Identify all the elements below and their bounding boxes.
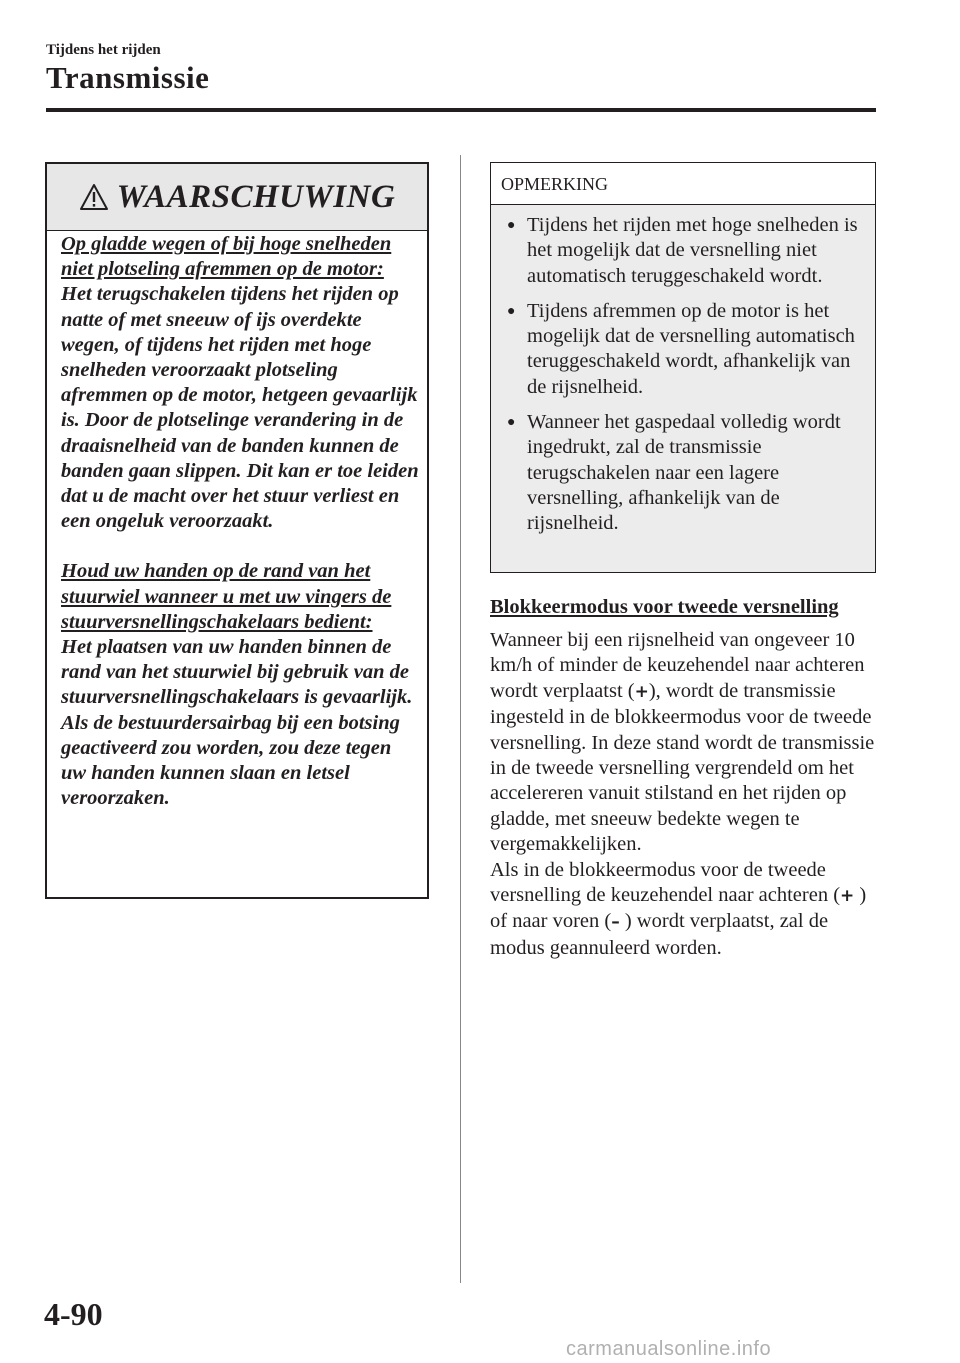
note-body	[491, 205, 875, 572]
watermark: carmanualsonline.info	[566, 1338, 772, 1360]
note-list	[491, 213, 875, 537]
paragraph: Wanneer bij een rijsnelheid van ongeveer 10 km/h of minder de keuzehendel naar achteren wordt verplaatst (+), wordt de transmissie ingesteld in de blokkeermodus voor de tweede versnelling. In deze stand wordt de transmissie in de tweede versnelling vergrendeld om het accelereren vanuit stilstand en het rijden op gladde, met sneeuw bedekte wegen te vergemakkelijken.	[490, 629, 875, 856]
paragraph: Als in de blokkeermodus voor de tweede versnelling de keuzehendel naar achteren (+ ) of naar voren (– ) wordt verplaatst, zal de modus geannuleerd worden.	[490, 858, 867, 959]
minus-icon: –	[611, 912, 620, 933]
note-title: OPMERKING	[491, 163, 875, 205]
bullet-icon: ●	[507, 415, 516, 431]
list-item: ● Tijdens afremmen op de motor is het mogelijk dat de versnelling automatisch teruggeschakeld wordt, afhankelijk van de rijsnelheid.	[507, 299, 855, 398]
warning-body	[61, 232, 419, 811]
plus-icon: +	[840, 886, 855, 907]
warning-box	[45, 162, 429, 899]
list-item: ● Tijdens het rijden met hoge snelheden is het mogelijk dat de versnelling niet automatisch teruggeschakeld wordt.	[507, 214, 858, 287]
blokkeer-text	[490, 628, 880, 961]
column-divider	[460, 155, 461, 1283]
note-box	[490, 162, 876, 573]
section-label: Tijdens het rijden	[46, 42, 161, 58]
subsection-heading: Blokkeermodus voor tweede versnelling	[490, 596, 839, 618]
warning-heading-2: Houd uw handen op de rand van het stuurwiel wanneer u met uw vingers de stuurversnellingschakelaars bedient:	[61, 560, 392, 633]
warning-title: WAARSCHUWING	[116, 178, 396, 215]
warning-text-1: Het terugschakelen tijdens het rijden op natte of met sneeuw of ijs overdekte wegen, of tijdens het rijden met hoge snelheden veroorzaakt plotseling afremmen op de motor, hetgeen gevaarlijk is. Door de plotselinge verandering in de draaisnelheid van de banden kunnen de banden gaan slippen. Dit kan er toe leiden dat u de macht over het stuur verliest en een ongeluk veroorzaakt.	[61, 283, 419, 533]
plus-icon: +	[634, 681, 649, 702]
warning-header	[47, 164, 427, 231]
header-rule	[46, 108, 876, 112]
warning-text-2: Het plaatsen van uw handen binnen de rand van het stuurwiel bij gebruik van de stuurversnellingschakelaars is gevaarlijk. Als de bestuurdersairbag bij een botsing geactiveerd zou worden, zou deze tegen uw handen kunnen slaan en letsel veroorzaken.	[61, 636, 413, 810]
page-title: Transmissie	[46, 60, 210, 95]
page-number: 4-90	[44, 1296, 103, 1332]
bullet-icon: ●	[507, 218, 516, 233]
bullet-icon: ●	[507, 303, 516, 319]
warning-heading-1: Op gladde wegen of bij hoge snelheden niet plotseling afremmen op de motor:	[61, 233, 392, 281]
list-item: ● Wanneer het gaspedaal volledig wordt ingedrukt, zal de transmissie terugschakelen naar een lagere versnelling, afhankelijk van de rijsnelheid.	[507, 411, 841, 535]
warning-triangle-icon	[79, 183, 109, 211]
